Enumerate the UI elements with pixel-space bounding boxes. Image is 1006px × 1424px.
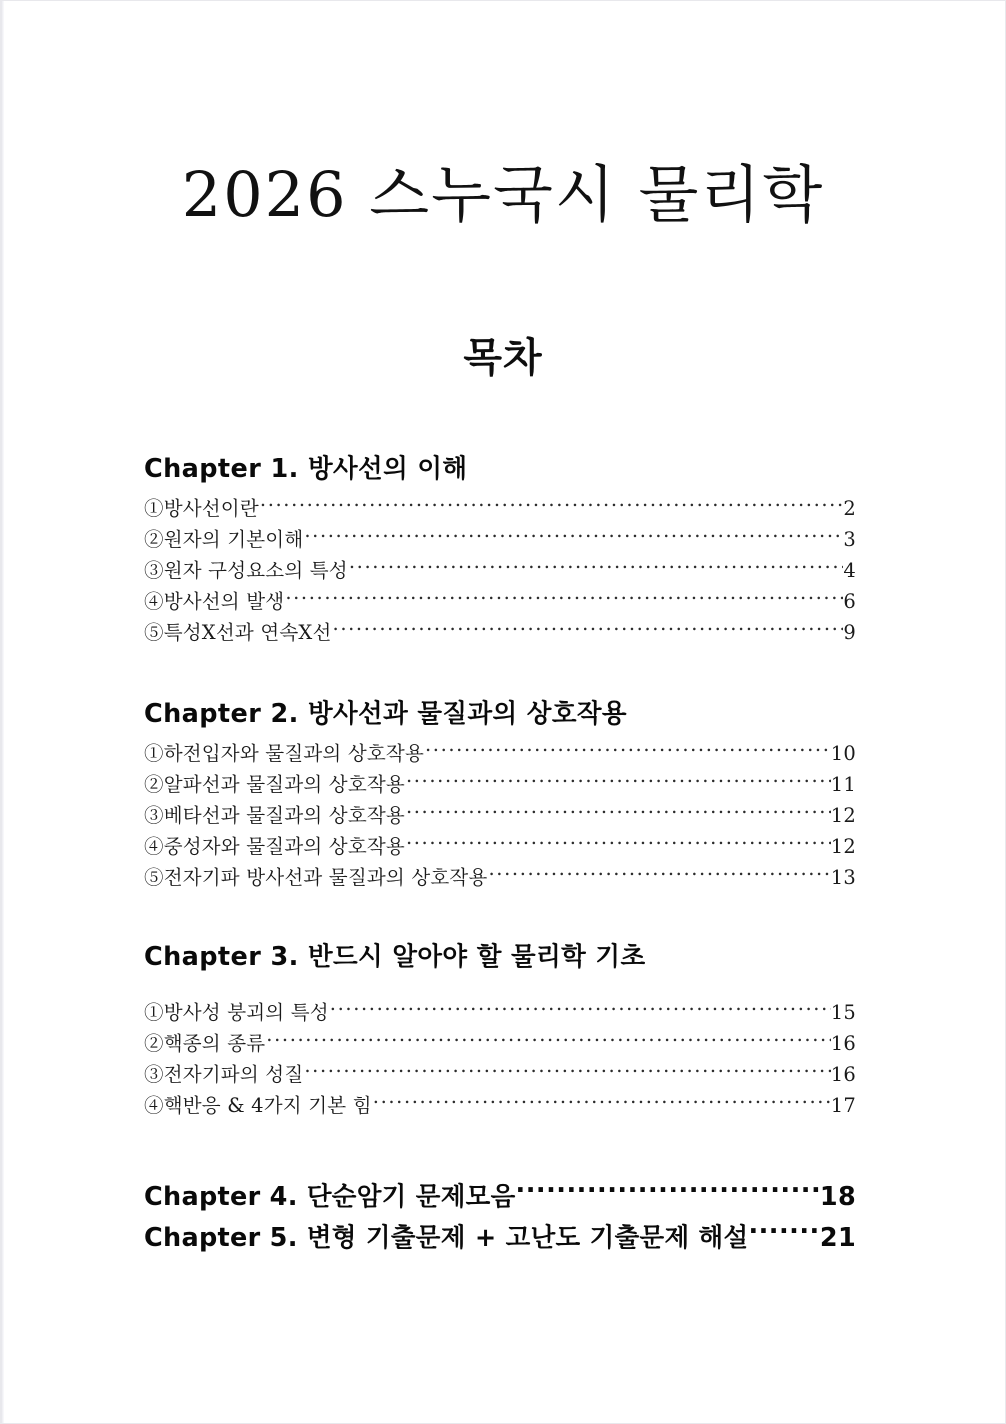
- toc-entry-page: 21: [819, 1223, 856, 1253]
- toc-entry-page: 6: [843, 590, 856, 613]
- toc-entry[interactable]: [144, 862, 856, 893]
- toc-entry-label: Chapter 4. 단순암기 문제모음: [144, 1182, 516, 1212]
- dot-leader: [406, 834, 831, 854]
- table-of-contents-heading: 목차: [463, 335, 543, 381]
- toc-entry[interactable]: [144, 997, 856, 1028]
- chapter-heading-1: Chapter 1. 방사선의 이해: [144, 454, 468, 484]
- toc-entry-page: 16: [830, 1063, 856, 1086]
- toc-entry[interactable]: [144, 1090, 856, 1121]
- toc-entry-page: 16: [830, 1032, 856, 1055]
- dot-leader: [748, 1221, 819, 1247]
- toc-entry[interactable]: [144, 1059, 856, 1090]
- chapter-block-1: [144, 449, 856, 648]
- toc-entry-label: ④중성자와 물질과의 상호작용: [144, 835, 405, 858]
- toc-entry[interactable]: [144, 831, 856, 862]
- toc-entry[interactable]: [144, 586, 856, 617]
- toc-entry[interactable]: [144, 800, 856, 831]
- dot-leader: [285, 589, 843, 609]
- dot-leader: [333, 620, 844, 640]
- toc-entry-page: 13: [830, 866, 856, 889]
- dot-leader: [304, 1062, 830, 1082]
- dot-leader: [516, 1180, 820, 1206]
- chapter-heading-2: Chapter 2. 방사선과 물질과의 상호작용: [144, 699, 627, 729]
- toc-entry-label: ④방사선의 발생: [144, 590, 285, 613]
- dot-leader: [349, 558, 844, 578]
- toc-entry-label: ①방사선이란: [144, 497, 259, 520]
- dot-leader: [304, 527, 843, 547]
- dot-leader: [373, 1093, 831, 1113]
- toc-entry-label: ③전자기파의 성질: [144, 1063, 304, 1086]
- toc-entry-label: ③원자 구성요소의 특성: [144, 559, 348, 582]
- toc-entry-page: 9: [843, 621, 856, 644]
- toc-entry-page: 3: [843, 528, 856, 551]
- chapter-spacer: [144, 1121, 856, 1151]
- toc-entry-page: 18: [819, 1182, 856, 1212]
- toc-entry-page: 12: [830, 804, 856, 827]
- toc-entry-page: 2: [843, 497, 856, 520]
- toc-entry-label: Chapter 5. 변형 기출문제 + 고난도 기출문제 해설: [144, 1223, 749, 1253]
- toc-entry[interactable]: [144, 493, 856, 524]
- toc-entry[interactable]: [144, 617, 856, 648]
- document-title: 2026 스누국시 물리학: [181, 158, 825, 231]
- toc-entry-label: ①하전입자와 물질과의 상호작용: [144, 742, 424, 765]
- toc-entry-page: 12: [830, 835, 856, 858]
- table-of-contents: [144, 449, 856, 1259]
- toc-entry[interactable]: [144, 524, 856, 555]
- toc-entry-label: ③베타선과 물질과의 상호작용: [144, 804, 405, 827]
- chapter-heading-spacer: [144, 981, 856, 997]
- dot-leader: [266, 1031, 830, 1051]
- toc-entry-chapter-4[interactable]: [144, 1177, 856, 1218]
- dot-leader: [260, 496, 844, 516]
- toc-entry-label: ①방사성 붕괴의 특성: [144, 1001, 329, 1024]
- toc-entry-page: 11: [830, 773, 856, 796]
- toc-entry-page: 17: [830, 1094, 856, 1117]
- toc-entry-label: ⑤특성X선과 연속X선: [144, 621, 332, 644]
- toc-entry-label: ②원자의 기본이해: [144, 528, 304, 551]
- toc-entry-page: 4: [843, 559, 856, 582]
- toc-entry[interactable]: [144, 769, 856, 800]
- chapter-block-3: [144, 937, 856, 1121]
- toc-entry-label: ②핵종의 종류: [144, 1032, 266, 1055]
- toc-entry[interactable]: [144, 555, 856, 586]
- dot-leader: [489, 865, 831, 885]
- toc-entry-label: ④핵반응 & 4가지 기본 힘: [144, 1094, 372, 1117]
- toc-entry-chapter-5[interactable]: [144, 1218, 856, 1259]
- toc-entry-label: ②알파선과 물질과의 상호작용: [144, 773, 405, 796]
- toc-entry[interactable]: [144, 738, 856, 769]
- toc-entry-page: 15: [830, 1001, 856, 1024]
- toc-entry-label: ⑤전자기파 방사선과 물질과의 상호작용: [144, 866, 488, 889]
- dot-leader: [406, 803, 831, 823]
- dot-leader: [406, 772, 831, 792]
- standalone-chapters: [144, 1177, 856, 1259]
- chapter-spacer: [144, 893, 856, 937]
- chapter-spacer: [144, 648, 856, 694]
- dot-leader: [330, 1000, 831, 1020]
- chapter-heading-3: Chapter 3. 반드시 알아야 할 물리학 기초: [144, 942, 646, 972]
- toc-entry-page: 10: [830, 742, 856, 765]
- dot-leader: [425, 741, 831, 761]
- toc-entry[interactable]: [144, 1028, 856, 1059]
- chapter-block-2: [144, 694, 856, 893]
